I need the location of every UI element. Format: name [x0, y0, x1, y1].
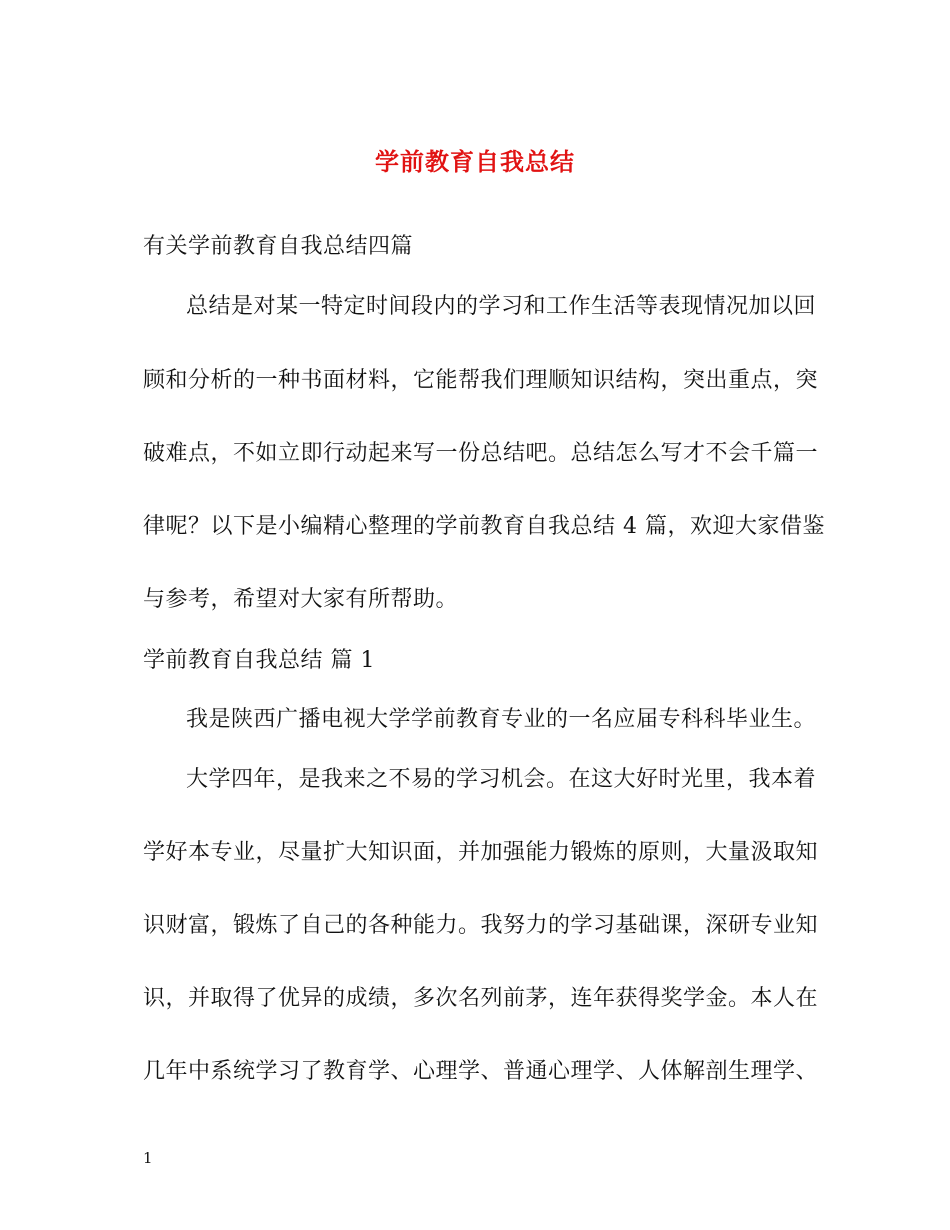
intro-line: 律呢？以下是小编精心整理的学前教育自我总结 4 篇，欢迎大家借鉴 [143, 514, 825, 539]
document-subtitle: 有关学前教育自我总结四篇 [143, 234, 414, 259]
body-line: 大学四年，是我来之不易的学习机会。在这大好时光里，我本着 [186, 767, 817, 792]
body-line: 识，并取得了优异的成绩，多次名列前茅，连年获得奖学金。本人在 [143, 986, 819, 1011]
body-line: 学好本专业，尽量扩大知识面，并加强能力锻炼的原则，大量汲取知 [143, 840, 819, 865]
body-line: 几年中系统学习了教育学、心理学、普通心理学、人体解剖生理学、 [143, 1059, 819, 1084]
body-line: 识财富，锻炼了自己的各种能力。我努力的学习基础课，深研专业知 [143, 913, 819, 938]
page-number: 1 [143, 1149, 153, 1167]
intro-line: 总结是对某一特定时间段内的学习和工作生活等表现情况加以回 [186, 294, 817, 319]
section-heading: 学前教育自我总结 篇 1 [143, 648, 375, 673]
document-title: 学前教育自我总结 [375, 147, 575, 176]
body-line: 我是陕西广播电视大学学前教育专业的一名应届专科科毕业生。 [186, 707, 817, 732]
intro-line: 与参考，希望对大家有所帮助。 [143, 587, 459, 612]
intro-line: 破难点，不如立即行动起来写一份总结吧。总结怎么写才不会千篇一 [143, 441, 819, 466]
intro-line: 顾和分析的一种书面材料，它能帮我们理顺知识结构，突出重点，突 [143, 368, 819, 393]
